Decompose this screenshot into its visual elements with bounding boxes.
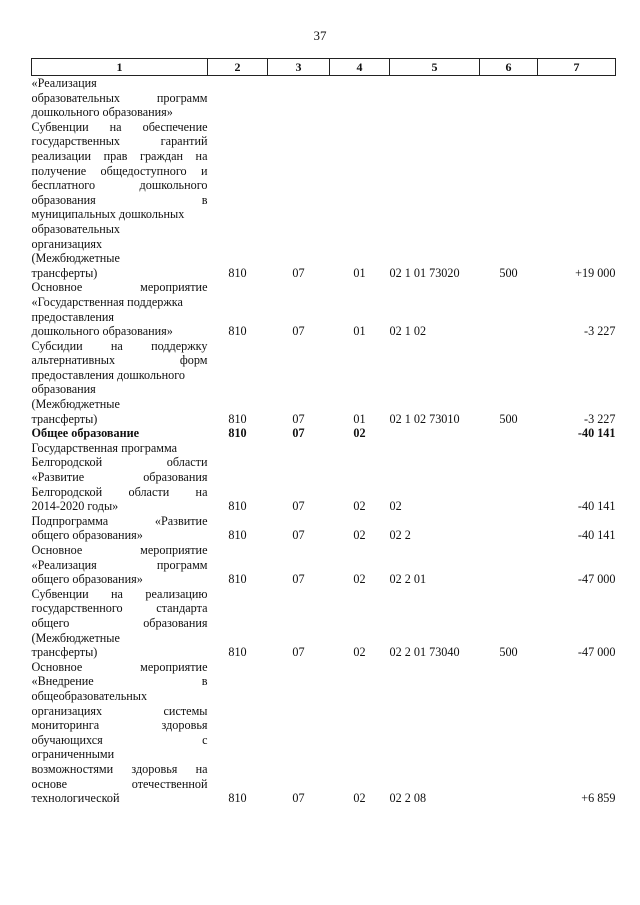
- row-name-line: (Межбюджетные: [31, 251, 120, 266]
- col-2-cell: 810: [228, 265, 247, 280]
- col-3-cell: 07: [292, 265, 305, 280]
- row-name-line: «Внедрение в: [31, 674, 208, 689]
- row-name-line: «Реализация: [31, 76, 97, 90]
- col-6-cell: [480, 426, 538, 441]
- table-row: [32, 543, 616, 587]
- row-name-line: организациях: [31, 236, 103, 251]
- col-5-cell: 02: [389, 499, 402, 514]
- row-name-line: организациях системы: [31, 703, 208, 718]
- table-row: [32, 280, 616, 338]
- header-row: [32, 59, 616, 76]
- row-name-line: трансферты): [31, 411, 98, 426]
- col-7-cell: -47 000: [577, 645, 616, 660]
- header-col-3: 3: [268, 59, 330, 76]
- row-name: [32, 280, 208, 338]
- col-6-cell: 500: [499, 645, 518, 660]
- col-3-cell: 07: [292, 528, 305, 543]
- col-4-cell: 01: [353, 265, 366, 280]
- col-7-cell: -3 227: [584, 324, 616, 339]
- row-name: [32, 587, 208, 660]
- row-name-line: «Развитие образования: [31, 470, 208, 485]
- col-5-cell: 02 2 01 73040: [389, 645, 460, 660]
- col-2-cell: 810: [228, 324, 247, 339]
- row-name-line: образовательных: [31, 221, 121, 236]
- page-number: 37: [313, 28, 327, 43]
- col-5-cell: 02 1 02 73010: [389, 411, 460, 426]
- row-name: [32, 441, 208, 514]
- table-body: [32, 76, 616, 806]
- col-3-cell: 07: [292, 572, 305, 587]
- row-name-line: образовательных программ: [31, 90, 208, 105]
- row-name-line: основе отечественной: [31, 776, 208, 791]
- col-7-cell: [538, 76, 616, 120]
- col-6-cell: 500: [499, 265, 518, 280]
- col-2-cell: [208, 76, 268, 120]
- col-6-cell: 500: [499, 411, 518, 426]
- header-col-2: 2: [208, 59, 268, 76]
- row-name-line: технологической: [31, 791, 120, 806]
- row-name-line: трансферты): [31, 645, 98, 660]
- col-6-cell: [480, 543, 538, 587]
- row-name-line: Белгородской области: [31, 455, 208, 470]
- table-row: [32, 441, 616, 514]
- row-name-line: (Межбюджетные: [31, 397, 120, 412]
- col-4-cell: 02: [353, 528, 366, 543]
- col-7-cell: +19 000: [575, 265, 616, 280]
- row-name-line: возможностями здоровья на: [31, 761, 208, 776]
- col-7-cell: -3 227: [584, 411, 616, 426]
- row-name-line: альтернативных форм: [31, 353, 208, 368]
- col-5-cell: 02 2: [389, 528, 411, 543]
- row-name-line: предоставления: [31, 309, 114, 324]
- row-name-line: государственного стандарта: [31, 601, 208, 616]
- col-7-cell: -47 000: [577, 572, 616, 587]
- header-col-6: 6: [480, 59, 538, 76]
- row-name-line: Субсидии на поддержку: [31, 338, 208, 353]
- col-2-cell: 810: [228, 791, 247, 806]
- row-name-line: 2014-2020 годы»: [31, 499, 119, 514]
- col-5-cell: 02 2 08: [389, 791, 427, 806]
- row-name: [32, 543, 208, 587]
- row-name: [32, 120, 208, 281]
- row-name-line: Основное мероприятие: [31, 659, 208, 674]
- table-row: [32, 587, 616, 660]
- col-3-cell: 07: [292, 324, 305, 339]
- col-6-cell: [480, 76, 538, 120]
- table-row: [32, 660, 616, 806]
- col-3-cell: [268, 76, 330, 120]
- col-5-cell: 02 1 01 73020: [389, 265, 460, 280]
- table-row: [32, 339, 616, 427]
- header-col-5: 5: [390, 59, 480, 76]
- row-name-line: образования: [31, 382, 96, 397]
- col-6-cell: [480, 660, 538, 806]
- col-4-cell: 01: [353, 324, 366, 339]
- row-name-line: мониторинга здоровья: [31, 718, 208, 733]
- row-name-line: бесплатного дошкольного: [31, 178, 208, 193]
- row-name-line: получение общедоступного и: [31, 163, 208, 178]
- row-name-line: Основное мероприятие: [31, 280, 208, 295]
- row-name-line: трансферты): [31, 265, 98, 280]
- col-4-cell: 02: [353, 645, 366, 660]
- row-name-line: образования в: [31, 192, 208, 207]
- col-7-cell: -40 141: [577, 499, 616, 514]
- col-5-cell: [390, 426, 480, 441]
- col-6-cell: [480, 441, 538, 514]
- row-name-line: реализации прав граждан на: [31, 148, 208, 163]
- budget-table: [31, 58, 616, 806]
- row-name-line: Субвенции на обеспечение: [31, 119, 208, 134]
- col-2-cell: 810: [228, 499, 247, 514]
- table-row: [32, 120, 616, 281]
- col-4-cell: 02: [353, 426, 366, 441]
- table-row: [32, 426, 616, 441]
- col-7-cell: -40 141: [577, 426, 616, 441]
- header-col-7: 7: [538, 59, 616, 76]
- col-3-cell: 07: [292, 411, 305, 426]
- row-name: [32, 660, 208, 806]
- col-2-cell: 810: [228, 528, 247, 543]
- row-name-line: государственных гарантий: [31, 134, 208, 149]
- row-name: [32, 514, 208, 543]
- header-col-1: 1: [32, 59, 208, 76]
- col-3-cell: 07: [292, 645, 305, 660]
- col-4-cell: 02: [353, 572, 366, 587]
- col-6-cell: [480, 514, 538, 543]
- row-name-line: Общее образование: [31, 426, 140, 441]
- row-name-line: «Реализация программ: [31, 557, 208, 572]
- row-name-line: Государственная программа: [31, 440, 178, 455]
- row-name-line: Субвенции на реализацию: [31, 586, 208, 601]
- col-5-cell: 02 2 01: [389, 572, 427, 587]
- col-5-cell: 02 1 02: [389, 324, 427, 339]
- row-name-line: Основное мероприятие: [31, 543, 208, 557]
- col-2-cell: 810: [228, 645, 247, 660]
- col-3-cell: 07: [292, 499, 305, 514]
- col-4-cell: 02: [353, 791, 366, 806]
- row-name-line: ограниченными: [31, 747, 115, 762]
- row-name-line: «Государственная поддержка: [31, 294, 183, 309]
- col-4-cell: 02: [353, 499, 366, 514]
- col-4-cell: 01: [353, 411, 366, 426]
- row-name-line: (Межбюджетные: [31, 630, 120, 645]
- row-name: [32, 76, 208, 120]
- row-name-line: предоставления дошкольного: [31, 367, 185, 382]
- col-3-cell: 07: [292, 791, 305, 806]
- row-name-line: дошкольного образования»: [31, 324, 173, 339]
- row-name-line: Подпрограмма «Развитие: [31, 513, 208, 528]
- col-7-cell: +6 859: [581, 791, 616, 806]
- row-name-line: общего образования»: [31, 528, 143, 543]
- col-7-cell: -40 141: [577, 528, 616, 543]
- col-3-cell: 07: [292, 426, 305, 441]
- row-name-line: дошкольного образования»: [31, 105, 173, 120]
- col-2-cell: 810: [228, 411, 247, 426]
- table-row: [32, 76, 616, 120]
- col-2-cell: 810: [228, 426, 247, 441]
- col-2-cell: 810: [228, 572, 247, 587]
- header-col-4: 4: [330, 59, 390, 76]
- table-row: [32, 514, 616, 543]
- row-name-line: муниципальных дошкольных: [31, 207, 185, 222]
- row-name-line: общего образования: [31, 615, 208, 630]
- row-name-line: общеобразовательных: [31, 688, 148, 703]
- row-name: [32, 426, 208, 441]
- row-name: [32, 339, 208, 427]
- col-4-cell: [330, 76, 390, 120]
- row-name-line: обучающихся с: [31, 732, 208, 747]
- col-6-cell: [480, 280, 538, 338]
- row-name-line: общего образования»: [31, 572, 143, 587]
- col-5-cell: [390, 76, 480, 120]
- row-name-line: Белгородской области на: [31, 484, 208, 499]
